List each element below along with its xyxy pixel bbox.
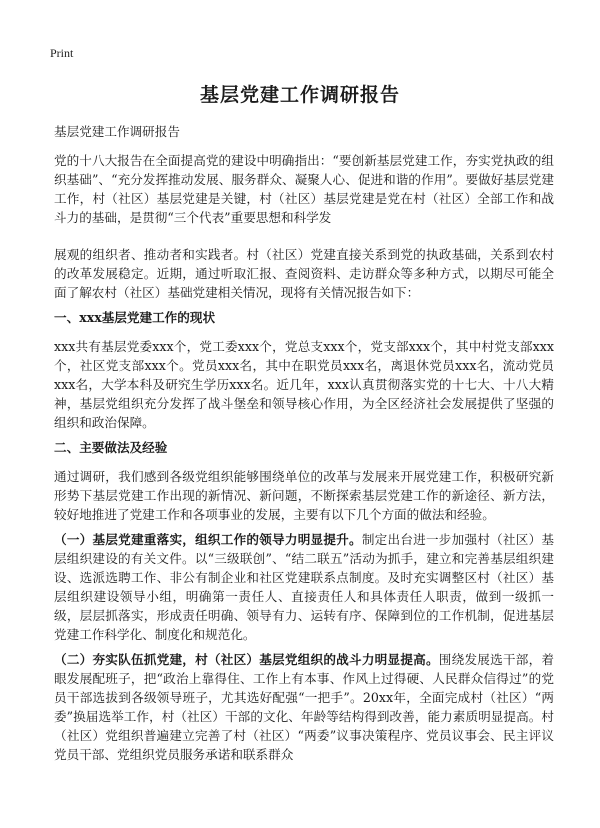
print-link[interactable]: Print (50, 46, 74, 60)
intro-paragraph-2: 展观的组织者、推动者和实践者。村（社区）党建直接关系到党的执政基础，关系到农村的改革发展稳定。近期，通过听取汇报、查阅资料、走访群众等多种方式，以期尽可能全面了解农村（社区）基础党建相关情况，现将有关情况报告如下： (54, 247, 554, 300)
section-2-item-2-lead: （二）夯实队伍抓党建，村（社区）基层党组织的战斗力明显提高。 (54, 652, 439, 667)
section-2-heading: 二、主要做法及经验 (54, 440, 168, 455)
section-1-body: xxx共有基层党委xxx个，党工委xxx个，党总支xxx个，党支部xxx个，其中村党支部xxx个，社区党支部xxx个。党员xxx名，其中在职党员xxx名，离退休党员xxx名，流动党员xxx名，大学本科及研究生学历xxx名。近几年，xxx认真贯彻落实党的十七大、十八大精神，基层党组织充分发挥了战斗堡垒和领导核心作用，为全区经济社会发展提供了坚强的组织和政治保障。 (54, 339, 554, 430)
document-subtitle: 基层党建工作调研报告 (54, 124, 180, 139)
section-1-heading: 一、xxx基层党建工作的现状 (54, 310, 216, 325)
document-body (54, 122, 554, 770)
section-2-item-2-body: 围绕发展选干部，着眼发展配班子，把“政治上靠得住、工作上有本事、作风上过得硬、人民群众信得过”的党员干部选拔到各级领导班子，尤其选好配强“一把手”。20xx年，全面完成村（社区）“两委”换届选举工作，村（社区）干部的文化、年龄等结构得到改善，能力素质明显提高。村（社区）党组织普遍建立完善了村（社区）“两委”议事决策程序、党员议事会、民主评议党员干部、党组织党员服务承诺和联系群众 (54, 652, 555, 762)
section-2-item-1 (54, 530, 554, 644)
section-2-item-2 (54, 650, 554, 764)
document-title: 基层党建工作调研报告 (199, 84, 400, 106)
section-2-item-1-body: 制定出台进一步加强村（社区）基层组织建设的有关文件。以“三级联创”、“结二联五”活动为抓手，建立和完善基层组织建设、选派选聘工作、非公有制企业和社区党建联系点制度。及时充实调整区村（社区）基层组织建设领导小组，明确第一责任人、直接责任人和具体责任人职责，做到一级抓一级，层层抓落实，形成责任明确、领导有力、运转有序、保障到位的工作机制，促进基层党建工作科学化、制度化和规范化。 (54, 532, 555, 642)
section-2-body: 通过调研，我们感到各级党组织能够围绕单位的改革与发展来开展党建工作，积极研究新形势下基层党建工作出现的新情况、新问题，不断探索基层党建工作的新途径、新方法，较好地推进了党建工作和各项事业的发展，主要有以下几个方面的做法和经验。 (54, 469, 554, 522)
section-2-item-1-lead: （一）基层党建重落实，组织工作的领导力明显提升。 (54, 532, 362, 547)
intro-paragraph-1: 党的十八大报告在全面提高党的建设中明确指出：“要创新基层党建工作，夯实党执政的组织基础”、“充分发挥推动发展、服务群众、凝聚人心、促进和谐的作用”。要做好基层党建工作，村（社区）基层党建是关键，村（社区）基层党建是党在村（社区）全部工作和战斗力的基础，是贯彻“三个代表”重要思想和科学发 (54, 153, 554, 225)
